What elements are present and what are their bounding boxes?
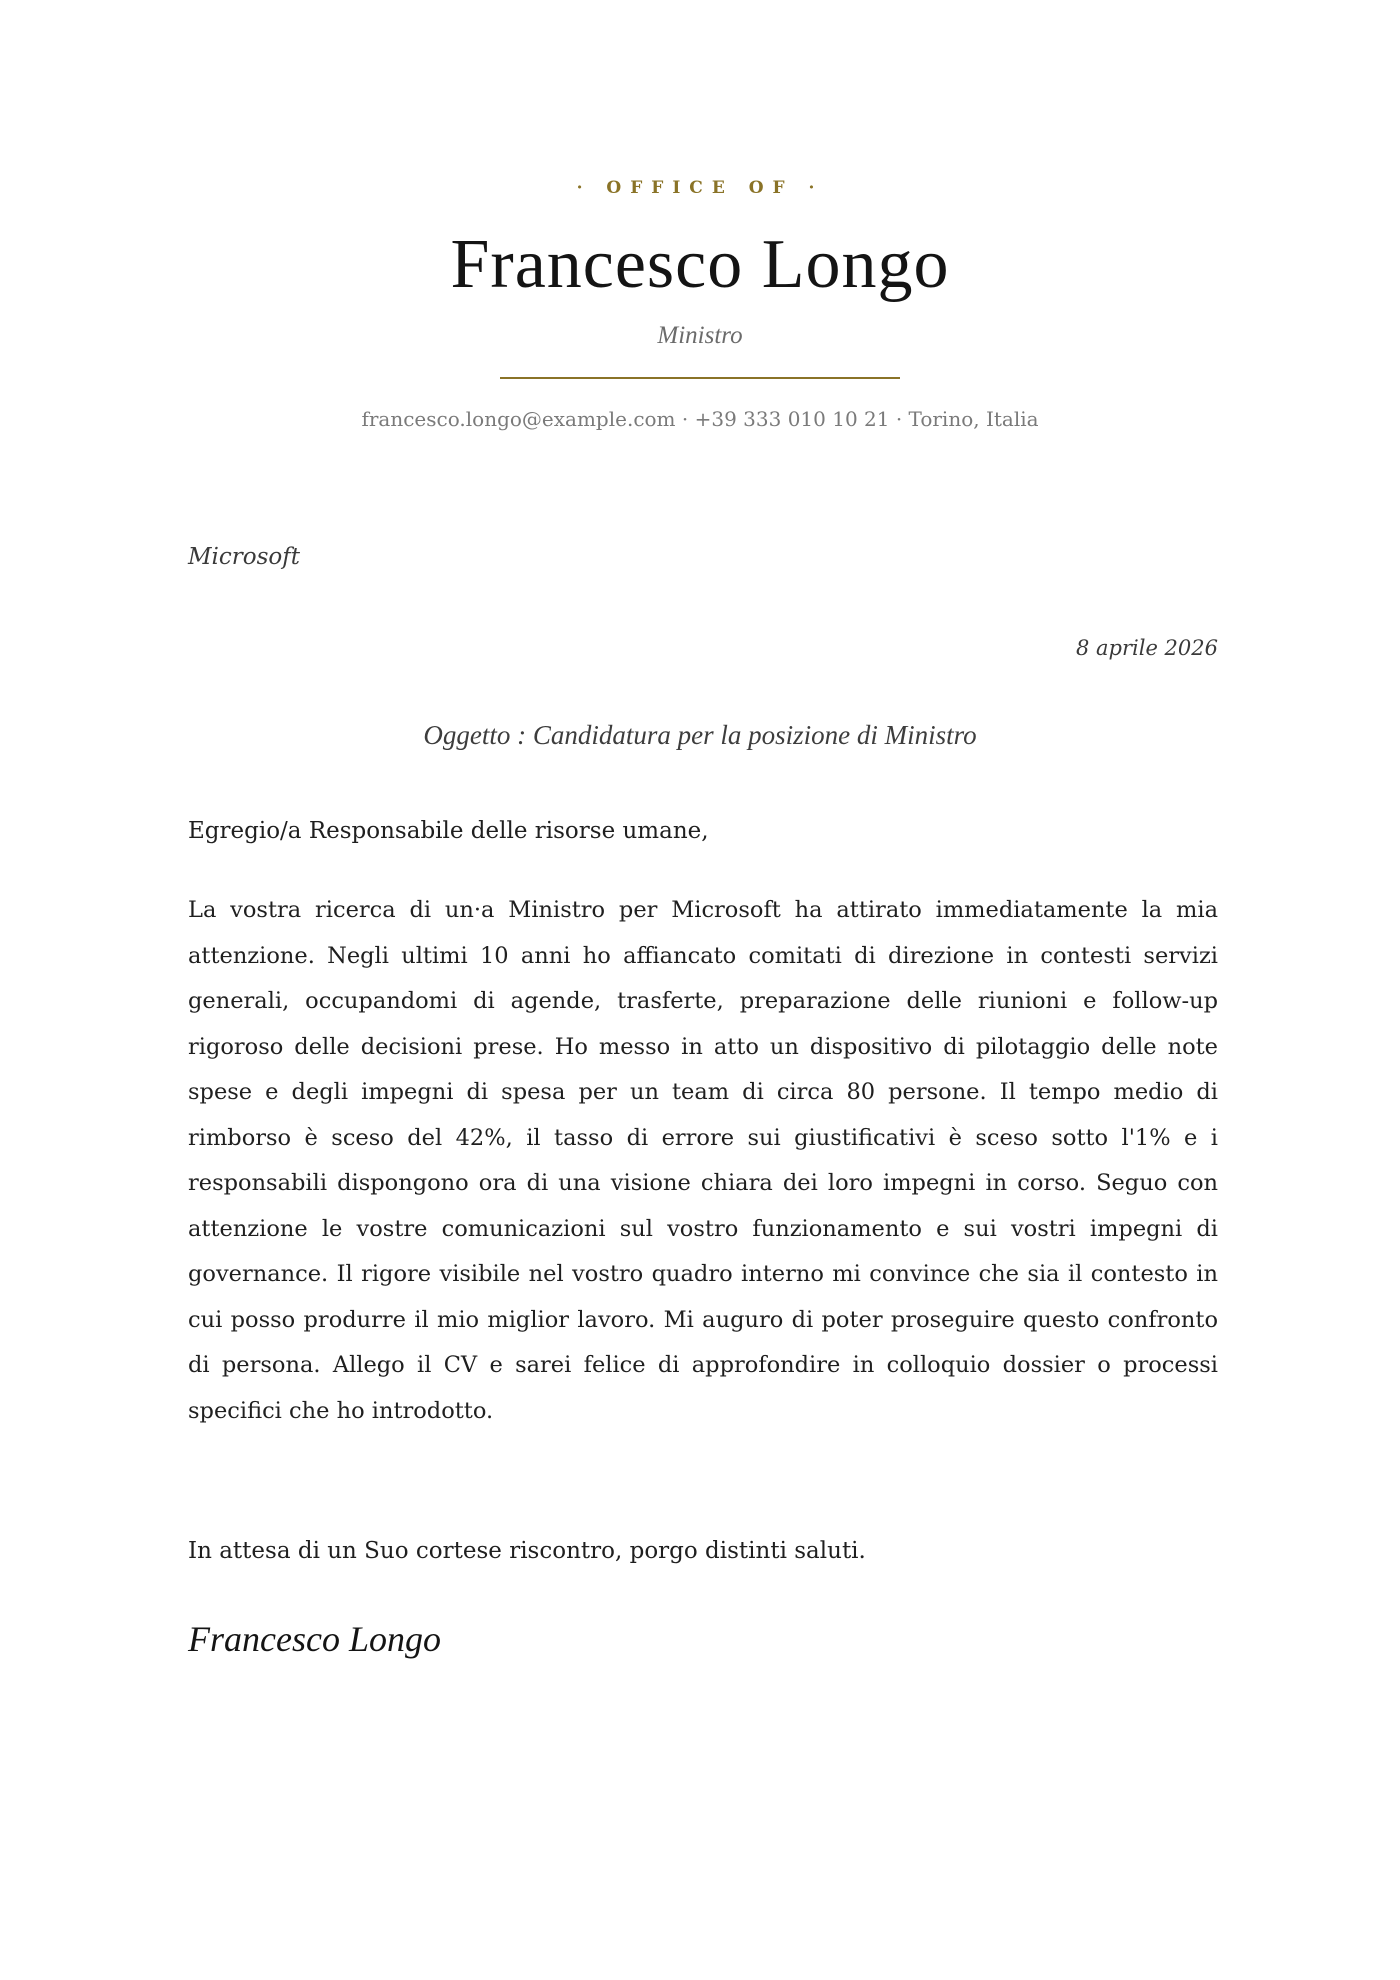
recipient: Microsoft: [188, 544, 301, 570]
letter-date: 8 aprile 2026: [1075, 636, 1218, 660]
contact-line: francesco.longo@example.com · +39 333 010 10 21 · Torino, Italia: [361, 407, 1039, 431]
letterhead: [0, 175, 1400, 434]
subject-line: Oggetto : Candidatura per la posizione di Ministro: [423, 720, 977, 750]
salutation: Egregio/a Responsabile delle risorse umane,: [188, 818, 709, 844]
letter-body: La vostra ricerca di un·a Ministro per Microsoft ha attirato immediatamente la mia attenzione. Negli ultimi 10 anni ho affiancato comitati di direzione in contesti servizi generali, occupandomi di agende, trasferte, preparazione delle riunioni e follow-up rigoroso delle decisioni prese. Ho messo in atto un dispositivo di pilotaggio delle note spese e degli impegni di spesa per un team di circa 80 persone. Il tempo medio di rimborso è sceso del 42%, il tasso di errore sui giustificativi è sceso sotto l'1% e i responsabili dispongono ora di una visione chiara dei loro impegni in corso. Seguo con attenzione le vostre comunicazioni sul vostro funzionamento e sui vostri impegni di governance. Il rigore visibile nel vostro quadro interno mi convince che sia il contesto in cui posso produrre il mio miglior lavoro. Mi auguro di poter proseguire questo confronto di persona. Allego il CV e sarei felice di approfondire in colloquio dossier o processi specifici che ho introdotto.: [188, 897, 1218, 1424]
signature: Francesco Longo: [188, 1619, 441, 1659]
office-of-label: · OFFICE OF ·: [576, 178, 824, 198]
closing-line: In attesa di un Suo cortese riscontro, porgo distinti saluti.: [188, 1538, 866, 1564]
sender-role: Ministro: [657, 322, 743, 349]
sender-name: Francesco Longo: [450, 226, 950, 303]
header-divider: [500, 377, 900, 379]
